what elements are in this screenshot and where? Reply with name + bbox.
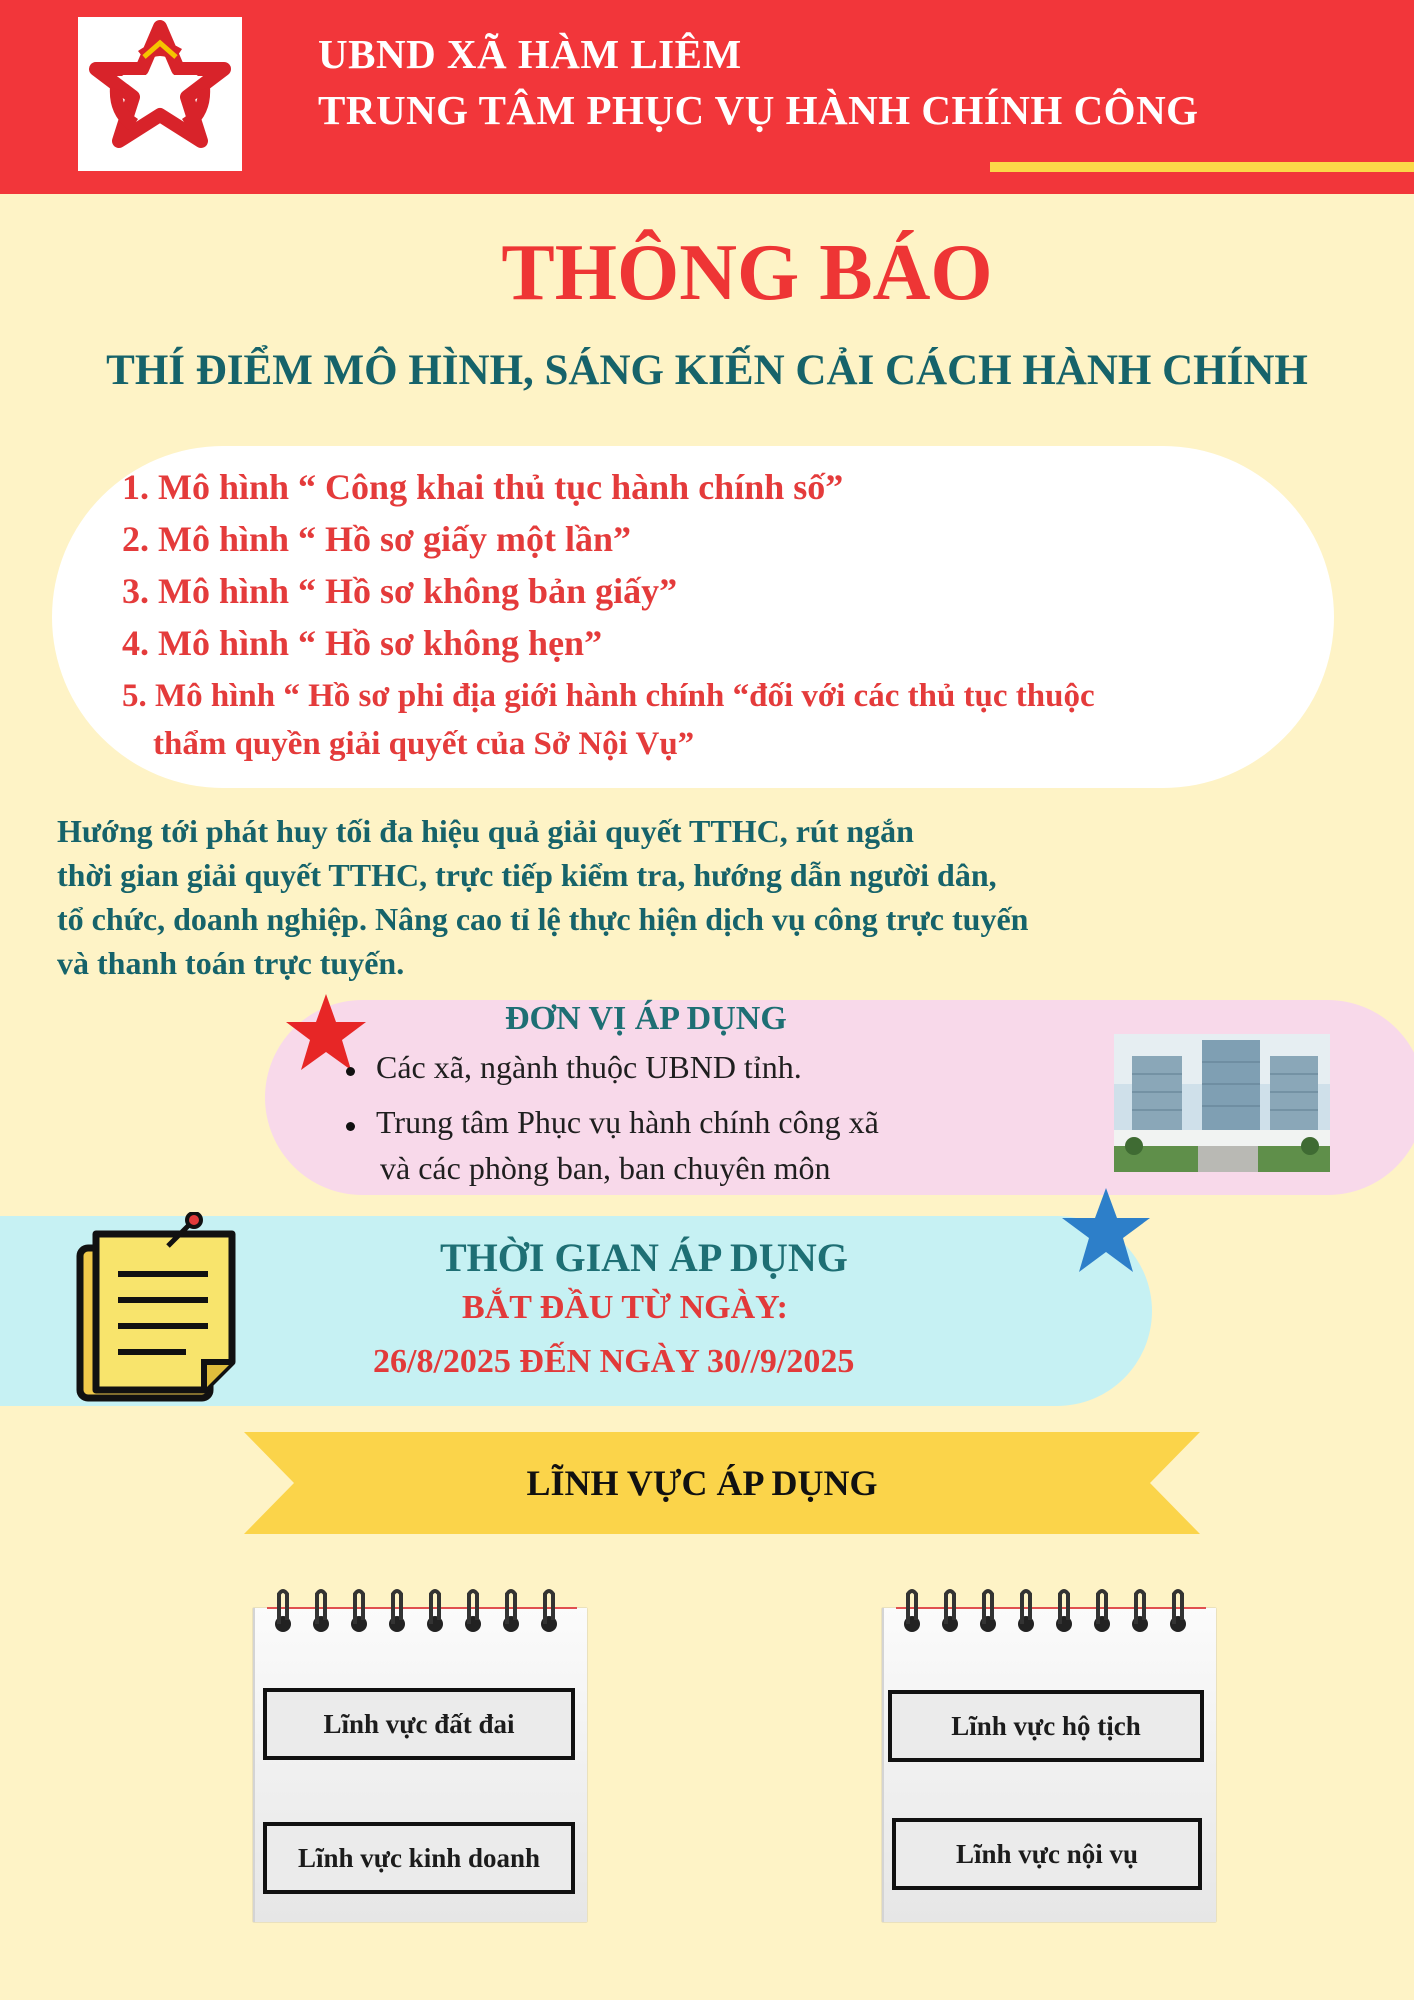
unit-item-2: Trung tâm Phục vụ hành chính công xã bbox=[376, 1104, 879, 1140]
intro-line-4: và thanh toán trực tuyến. bbox=[57, 945, 405, 981]
blue-star-icon bbox=[1060, 1186, 1152, 1274]
field-tag: Lĩnh vực đất đai bbox=[263, 1688, 575, 1760]
field-tag: Lĩnh vực hộ tịch bbox=[888, 1690, 1204, 1762]
page-title: THÔNG BÁO bbox=[501, 229, 993, 317]
bullet-dot bbox=[346, 1122, 355, 1131]
time-start-label: BẮT ĐẦU TỪ NGÀY: bbox=[462, 1289, 788, 1326]
bullet-dot bbox=[346, 1067, 355, 1076]
spiral-rings-icon bbox=[896, 1586, 1206, 1636]
notebook-left bbox=[253, 1586, 585, 1922]
model-item-3: 3. Mô hình “ Hồ sơ không bản giấy” bbox=[122, 571, 678, 611]
building-photo bbox=[1114, 1034, 1330, 1172]
header-line-2: TRUNG TÂM PHỤC VỤ HÀNH CHÍNH CÔNG bbox=[318, 87, 1199, 133]
spiral-rings-icon bbox=[267, 1586, 577, 1636]
time-title: THỜI GIAN ÁP DỤNG bbox=[440, 1235, 848, 1280]
sticky-note-icon bbox=[76, 1212, 246, 1402]
fields-title: LĨNH VỰC ÁP DỤNG bbox=[526, 1463, 878, 1503]
unit-item-1: Các xã, ngành thuộc UBND tỉnh. bbox=[376, 1049, 802, 1085]
logo bbox=[78, 17, 242, 171]
notebook-right bbox=[882, 1586, 1214, 1922]
field-tag: Lĩnh vực kinh doanh bbox=[263, 1822, 575, 1894]
model-item-2: 2. Mô hình “ Hồ sơ giấy một lần” bbox=[122, 519, 631, 559]
unit-item-2-cont: và các phòng ban, ban chuyên môn bbox=[380, 1150, 831, 1186]
page-subtitle: THÍ ĐIỂM MÔ HÌNH, SÁNG KIẾN CẢI CÁCH HÀNH CHÍNH bbox=[106, 347, 1308, 394]
red-star-icon bbox=[284, 992, 368, 1072]
header-stripe bbox=[990, 162, 1414, 172]
header-line-1: UBND XÃ HÀM LIÊM bbox=[318, 31, 742, 77]
star-hands-logo-icon bbox=[78, 17, 242, 171]
intro-line-2: thời gian giải quyết TTHC, trực tiếp kiểm tra, hướng dẫn người dân, bbox=[57, 857, 997, 893]
model-item-1: 1. Mô hình “ Công khai thủ tục hành chính số” bbox=[122, 467, 844, 507]
model-item-4: 4. Mô hình “ Hồ sơ không hẹn” bbox=[122, 623, 603, 663]
unit-title: ĐƠN VỊ ÁP DỤNG bbox=[505, 1000, 787, 1037]
time-range: 26/8/2025 ĐẾN NGÀY 30//9/2025 bbox=[373, 1343, 855, 1380]
intro-line-1: Hướng tới phát huy tối đa hiệu quả giải quyết TTHC, rút ngắn bbox=[57, 813, 914, 849]
field-tag: Lĩnh vực nội vụ bbox=[892, 1818, 1202, 1890]
intro-line-3: tổ chức, doanh nghiệp. Nâng cao tỉ lệ thực hiện dịch vụ công trực tuyến bbox=[57, 901, 1029, 937]
model-item-5-cont: thẩm quyền giải quyết của Sở Nội Vụ” bbox=[153, 726, 695, 762]
model-item-5: 5. Mô hình “ Hồ sơ phi địa giới hành chính “đối với các thủ tục thuộc bbox=[122, 678, 1095, 714]
